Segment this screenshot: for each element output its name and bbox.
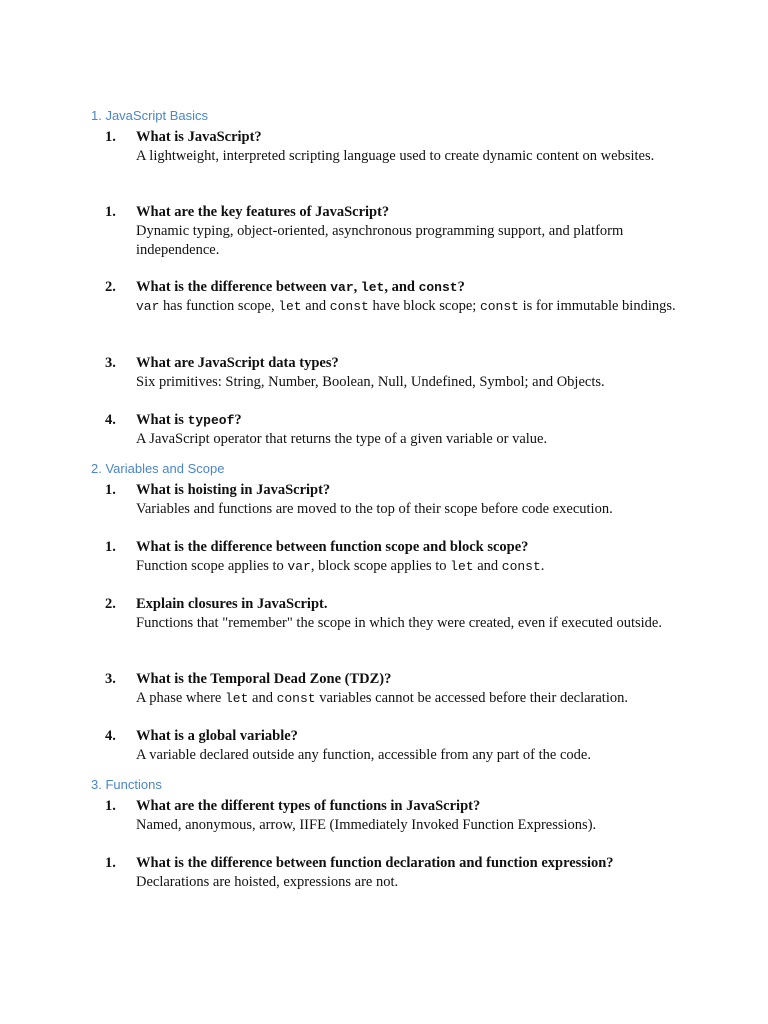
item-number: 2. [105,596,116,612]
answer-text: var has function scope, let and const have block scope; const is for immutable bindings. [136,298,676,314]
question-text: What is typeof? [136,412,242,428]
item-number: 1. [105,855,116,871]
answer-text: Function scope applies to var, block scope applies to let and const. [136,558,545,574]
item-number: 1. [105,204,116,220]
question-text: What is the difference between function declaration and function expression? [136,855,614,871]
answer-text: Variables and functions are moved to the top of their scope before code execution. [136,501,613,517]
section-heading-javascript-basics: 1. JavaScript Basics [91,108,209,123]
question-text: What is hoisting in JavaScript? [136,482,331,498]
answer-text: A JavaScript operator that returns the type of a given variable or value. [136,431,548,447]
item-number: 3. [105,355,116,371]
answer-text: A variable declared outside any function, accessible from any part of the code. [136,747,591,763]
item-number: 1. [105,798,116,814]
section-heading-variables-and-scope: 2. Variables and Scope [91,461,225,476]
item-number: 1. [105,539,116,555]
item-number: 1. [105,482,116,498]
question-text: Explain closures in JavaScript. [136,596,328,612]
question-text: What are the different types of functions in JavaScript? [136,798,481,814]
item-number: 4. [105,412,116,428]
question-text: What is the Temporal Dead Zone (TDZ)? [136,671,392,687]
question-text: What is the difference between function scope and block scope? [136,539,529,555]
answer-text: A lightweight, interpreted scripting language used to create dynamic content on websites. [136,148,655,164]
answer-text: Declarations are hoisted, expressions are not. [136,874,399,890]
answer-text: Dynamic typing, object-oriented, asynchronous programming support, and platform independence. [136,223,624,258]
question-text: What is JavaScript? [136,129,262,145]
item-number: 4. [105,728,116,744]
question-text: What is the difference between var, let, and const? [136,279,465,295]
answer-text: Six primitives: String, Number, Boolean, Null, Undefined, Symbol; and Objects. [136,374,605,390]
answer-text: Named, anonymous, arrow, IIFE (Immediately Invoked Function Expressions). [136,817,597,833]
question-text: What are the key features of JavaScript? [136,204,390,220]
answer-text: Functions that "remember" the scope in which they were created, even if executed outside. [136,615,662,631]
item-number: 3. [105,671,116,687]
question-text: What is a global variable? [136,728,298,744]
question-text: What are JavaScript data types? [136,355,339,371]
answer-text: A phase where let and const variables cannot be accessed before their declaration. [136,690,628,706]
section-heading-functions: 3. Functions [91,777,162,792]
item-number: 2. [105,279,116,295]
item-number: 1. [105,129,116,145]
